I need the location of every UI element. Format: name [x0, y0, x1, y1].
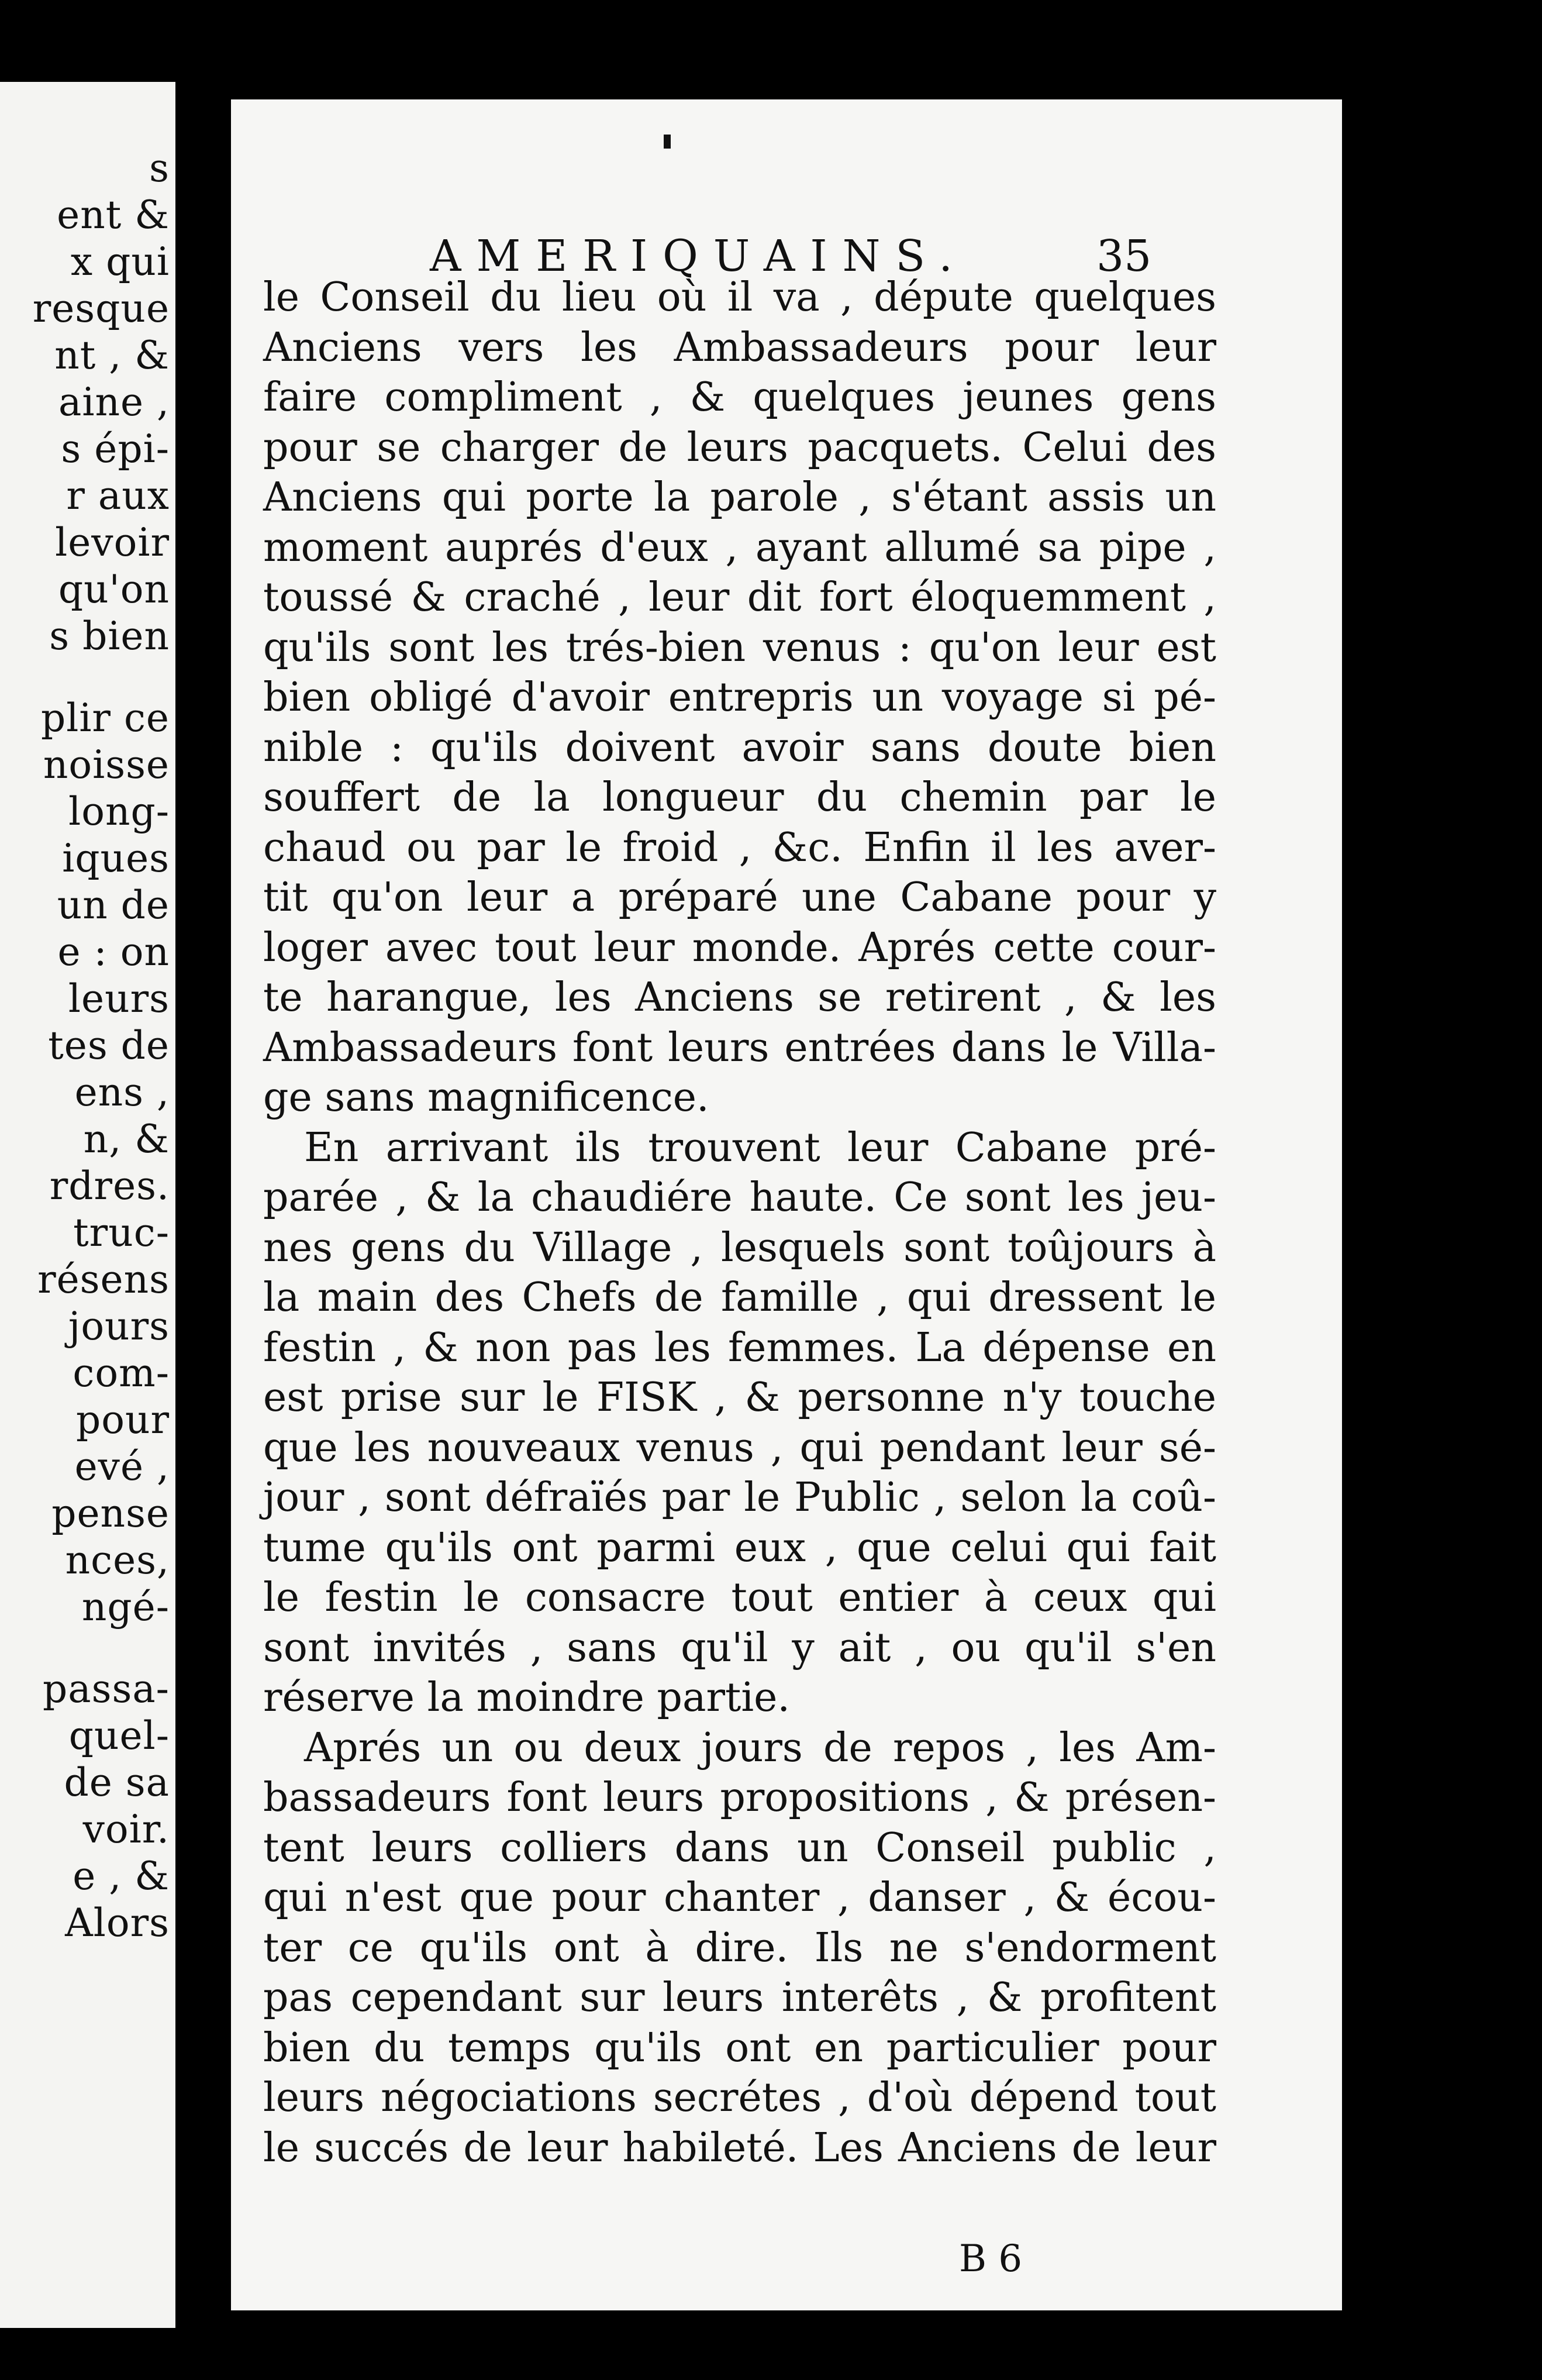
left-page-fragment: e : on — [57, 929, 170, 974]
text-line: que les nouveaux venus , qui pendant leur sé- — [263, 1425, 1216, 1471]
text-line: En arrivant ils trouvent leur Cabane pré- — [304, 1125, 1216, 1171]
text-line: nible : qu'ils doivent avoir sans doute bien — [263, 725, 1216, 771]
left-page-fragment: iques — [62, 836, 170, 881]
left-page-fragment: plir ce — [40, 695, 170, 740]
left-page-fragment: s bien — [49, 614, 170, 659]
text-line: bassadeurs font leurs propositions , & présen- — [263, 1775, 1216, 1821]
text-line: toussé & craché , leur dit fort éloquemment , — [263, 574, 1216, 621]
text-line: te harangue, les Anciens se retirent , & les — [263, 974, 1216, 1021]
text-line: moment auprés d'eux , ayant allumé sa pipe , — [263, 525, 1216, 571]
text-line: le Conseil du lieu où il va , députe quelques — [263, 274, 1216, 321]
left-page-fragment: e , & — [73, 1854, 170, 1899]
text-line: leurs négociations secrétes , d'où dépend tout — [263, 2075, 1216, 2121]
text-line: loger avec tout leur monde. Aprés cette cour- — [263, 925, 1216, 971]
text-line: bien obligé d'avoir entrepris un voyage si pé- — [263, 674, 1216, 721]
book-page — [231, 99, 1342, 2310]
text-line: ter ce qu'ils ont à dire. Ils ne s'endorment — [263, 1925, 1216, 1971]
left-page-fragment: com- — [73, 1351, 170, 1396]
text-line: nes gens du Village , lesquels sont toûjours à — [263, 1225, 1216, 1271]
text-line: qui n'est que pour chanter , danser , & écou- — [263, 1875, 1216, 1921]
text-line: Ambassadeurs font leurs entrées dans le Villa- — [263, 1025, 1216, 1071]
page-number: 35 — [1096, 231, 1152, 281]
signature-mark: B 6 — [959, 2237, 1023, 2281]
left-page-fragment: passa- — [43, 1666, 170, 1711]
text-line: tume qu'ils ont parmi eux , que celui qui fait — [263, 1525, 1216, 1571]
left-page-fragment: voir. — [82, 1807, 170, 1852]
text-line: parée , & la chaudiére haute. Ce sont les jeu- — [263, 1174, 1216, 1221]
left-page-fragment: ens , — [74, 1070, 170, 1115]
left-page-fragment: nces, — [65, 1538, 170, 1583]
text-line: Aprés un ou deux jours de repos , les Am- — [304, 1725, 1216, 1771]
left-page-fragment: tes de — [48, 1023, 170, 1068]
text-line: pour se charger de leurs pacquets. Celui des — [263, 425, 1216, 471]
left-page-fragment: jours — [68, 1304, 170, 1349]
text-line: faire compliment , & quelques jeunes gens — [263, 374, 1216, 421]
left-page-fragment: n, & — [83, 1117, 170, 1162]
text-line: Anciens vers les Ambassadeurs pour leur — [263, 325, 1216, 371]
text-line: tent leurs colliers dans un Conseil public , — [263, 1825, 1216, 1871]
left-page-fragment: leurs — [68, 976, 170, 1021]
left-page-fragment: r aux — [66, 473, 170, 518]
left-page-fragment: x qui — [70, 239, 170, 284]
left-page-fragment: ngé- — [81, 1585, 170, 1630]
ink-speck — [664, 135, 671, 149]
left-page-fragment: s — [149, 146, 170, 191]
text-line: le succés de leur habileté. Les Anciens de leur — [263, 2125, 1216, 2171]
left-page-fragment: résens — [37, 1257, 170, 1302]
left-facing-page — [0, 82, 175, 2328]
left-page-fragment: pour — [75, 1397, 170, 1442]
left-page-fragment: pense — [51, 1491, 170, 1536]
text-line: le festin le consacre tout entier à ceux qui — [263, 1575, 1216, 1621]
text-line: Anciens qui porte la parole , s'étant assis un — [263, 474, 1216, 521]
left-page-fragment: noisse — [43, 742, 170, 787]
left-page-fragment: qu'on — [58, 567, 170, 612]
text-line: la main des Chefs de famille , qui dressent le — [263, 1275, 1216, 1321]
left-page-fragment: s épi- — [61, 426, 170, 471]
text-line: sont invités , sans qu'il y ait , ou qu'il s'en — [263, 1625, 1216, 1671]
left-page-fragment: resque — [32, 286, 170, 331]
text-line: chaud ou par le froid , &c. Enfin il les aver- — [263, 825, 1216, 871]
text-line: tit qu'on leur a préparé une Cabane pour y — [263, 874, 1216, 921]
left-page-fragment: truc- — [73, 1210, 170, 1255]
left-page-fragment: quel- — [68, 1713, 170, 1758]
left-page-fragment: evé , — [74, 1444, 170, 1489]
left-page-fragment: un de — [57, 883, 170, 928]
text-line: souffert de la longueur du chemin par le — [263, 774, 1216, 821]
running-title: AMERIQUAINS. — [430, 231, 968, 281]
left-page-fragment: ent & — [57, 192, 170, 237]
left-page-fragment: rdres. — [49, 1163, 170, 1208]
text-line: ge sans magnificence. — [263, 1074, 709, 1121]
text-line: bien du temps qu'ils ont en particulier pour — [263, 2025, 1216, 2071]
left-page-fragment: nt , & — [54, 333, 170, 378]
left-page-fragment: long- — [68, 789, 170, 834]
left-page-fragment: Alors — [65, 1900, 170, 1945]
text-line: qu'ils sont les trés-bien venus : qu'on leur est — [263, 625, 1216, 671]
text-line: festin , & non pas les femmes. La dépense en — [263, 1325, 1216, 1371]
text-line: jour , sont défraïés par le Public , selon la coû- — [263, 1475, 1216, 1521]
text-line: pas cependant sur leurs interêts , & profitent — [263, 1975, 1216, 2021]
left-page-fragment: levoir — [55, 520, 170, 565]
left-page-fragment: de sa — [64, 1760, 170, 1805]
text-line: réserve la moindre partie. — [263, 1675, 790, 1721]
text-line: est prise sur le FISK , & personne n'y touche — [263, 1375, 1216, 1421]
left-page-fragment: aine , — [58, 380, 170, 425]
